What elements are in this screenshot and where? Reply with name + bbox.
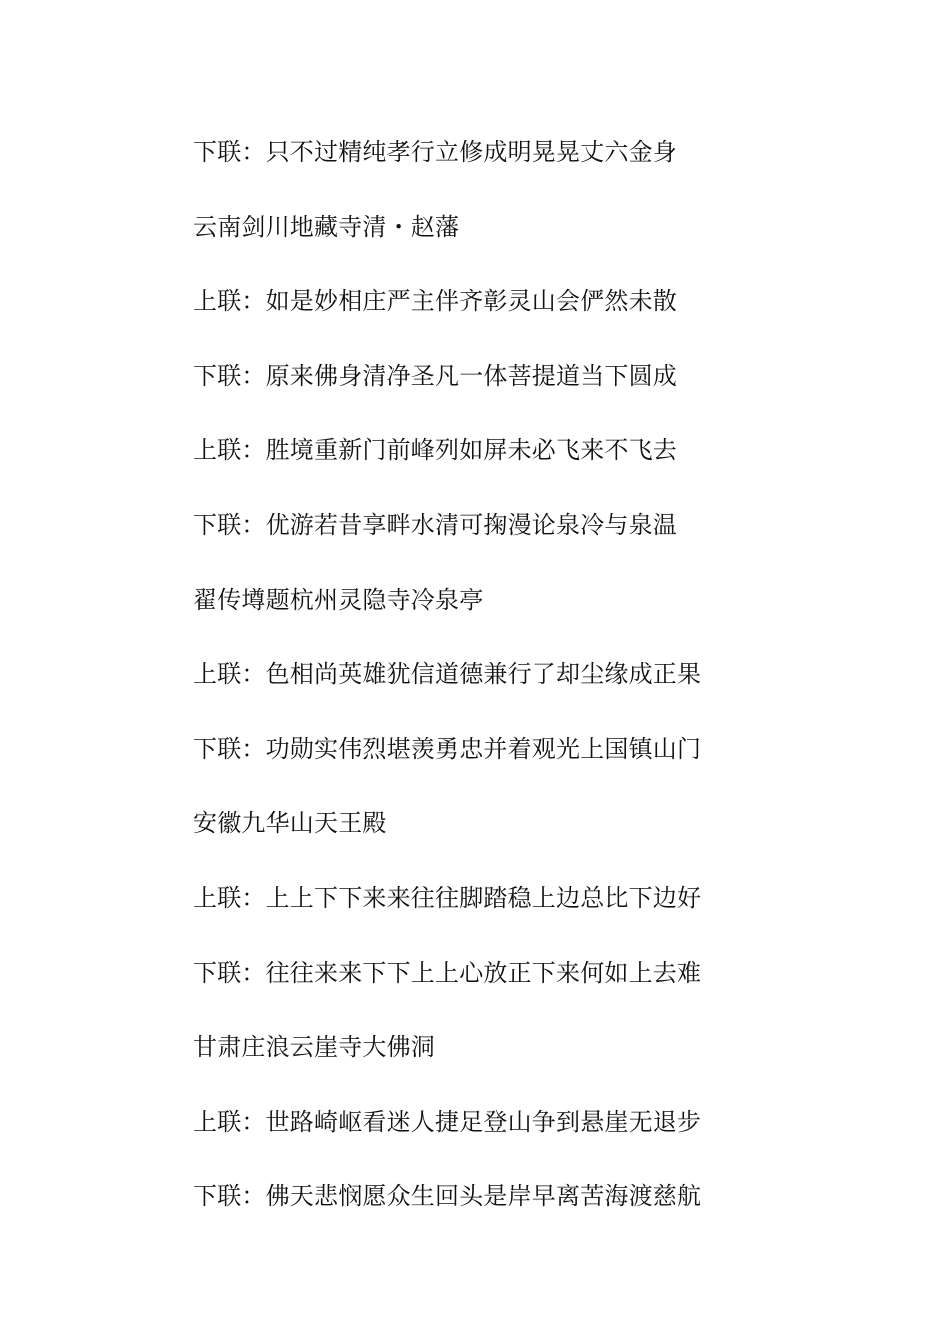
text-line: 下联：优游若昔享畔水清可掬漫论泉冷与泉温	[193, 510, 677, 539]
text-line: 下联：佛天悲悯愿众生回头是岸早离苦海渡慈航	[193, 1182, 702, 1211]
text-line: 安徽九华山天王殿	[193, 809, 387, 838]
text-line: 上联：胜境重新门前峰列如屏未必飞来不飞去	[193, 436, 677, 465]
couplet-text-list	[193, 132, 813, 1251]
text-line: 上联：如是妙相庄严主伴齐彰灵山会俨然未散	[193, 287, 677, 316]
text-line: 翟传壿题杭州灵隐寺冷泉亭	[193, 585, 484, 614]
text-line: 上联：世路崎岖看迷人捷足登山争到悬崖无退步	[193, 1107, 702, 1136]
text-line: 上联：上上下下来来往往脚踏稳上边总比下边好	[193, 883, 702, 912]
text-line: 下联：往往来来下下上上心放正下来何如上去难	[193, 958, 702, 987]
text-line: 下联：只不过精纯孝行立修成明晃晃丈六金身	[193, 138, 677, 166]
text-line: 下联：原来佛身清净圣凡一体菩提道当下圆成	[193, 361, 677, 390]
text-line: 云南剑川地藏寺清・赵藩	[193, 212, 460, 241]
text-line: 上联：色相尚英雄犹信道德兼行了却尘缘成正果	[193, 660, 702, 689]
text-line: 下联：功勋实伟烈堪羡勇忠并着观光上国镇山门	[193, 734, 702, 763]
text-line: 甘肃庄浪云崖寺大佛洞	[193, 1033, 435, 1062]
